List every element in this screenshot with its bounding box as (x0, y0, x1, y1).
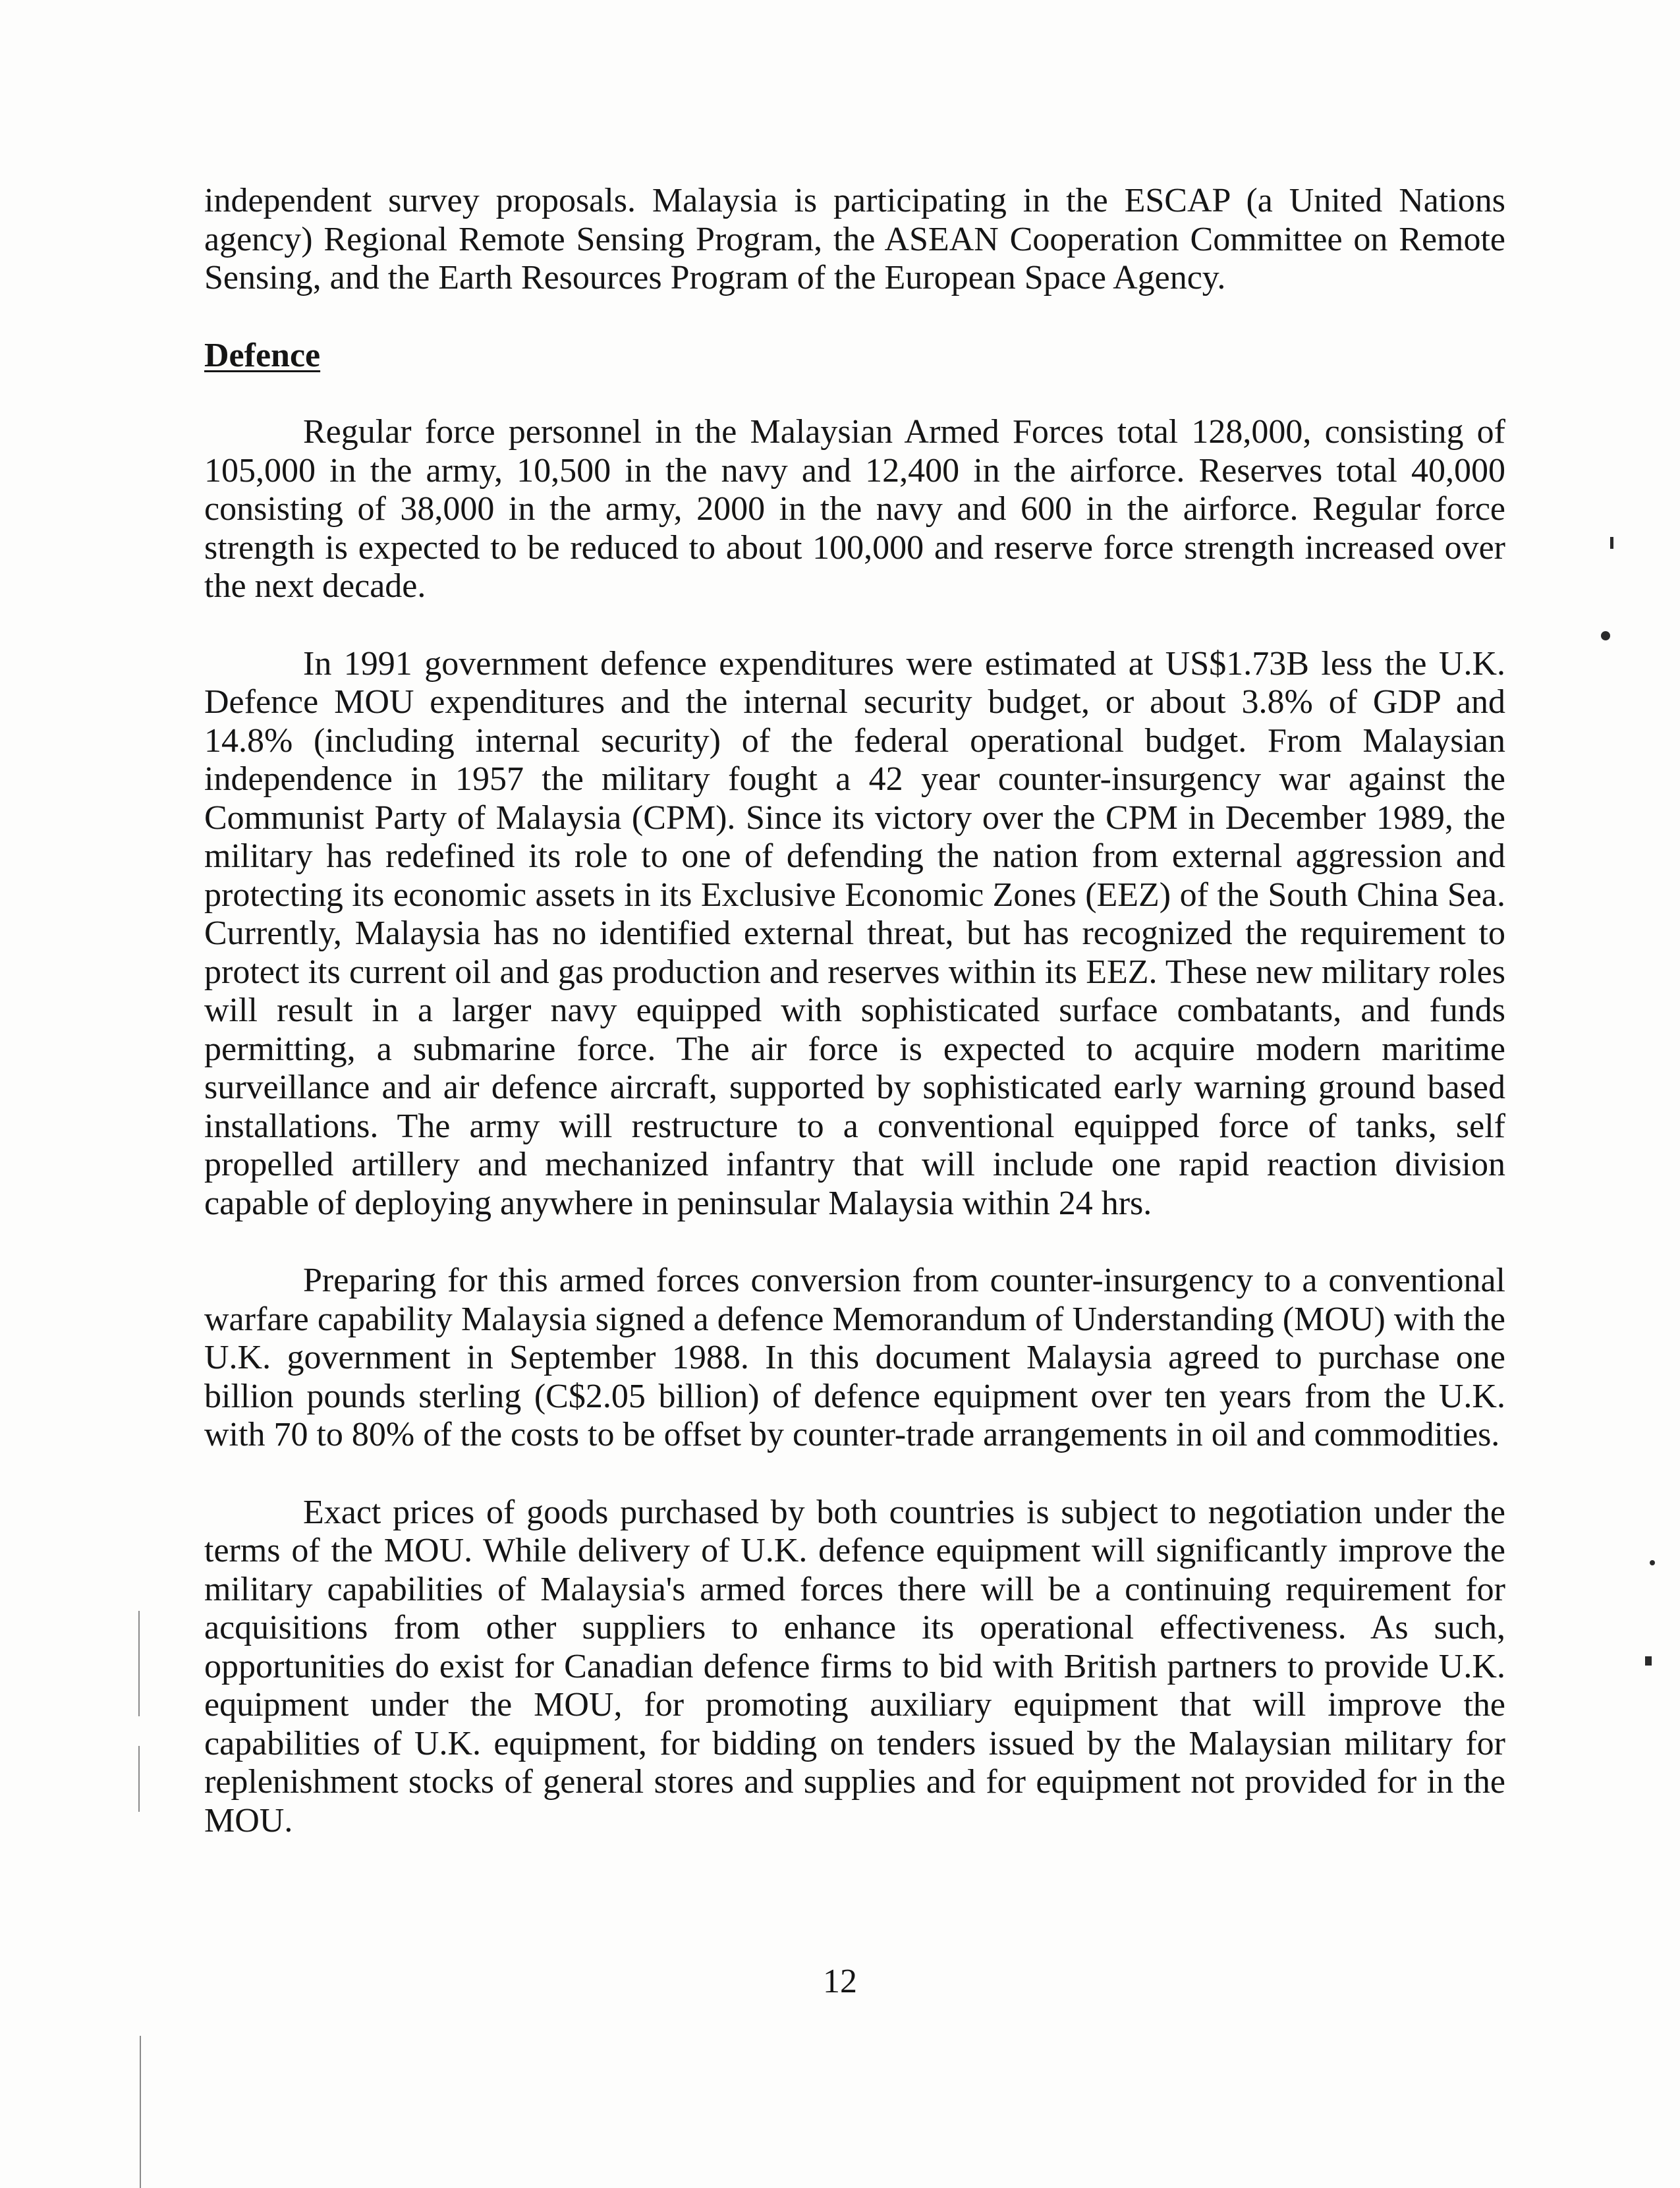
paragraph-defence-expenditures: In 1991 government defence expenditures were estimated at US$1.73B less the U.K. Defence MOU expenditures and the internal security budget, or about 3.8% of GDP and 14.8% (including internal security) of the federal operational budget. From Malaysian independence in 1957 the military fought a 42 year counter-insurgency war against the Communist Party of Malaysia (CPM). Since its victory over the CPM in December 1989, the military has redefined its role to one of defending the nation from external aggression and protecting its economic assets in its Exclusive Economic Zones (EEZ) of the South China Sea. Currently, Malaysia has no identified external threat, but has recognized the requirement to protect its current oil and gas production and reserves within its EEZ. These new military roles will result in a larger navy equipped with sophisticated surface combatants, and funds permitting, a submarine force. The air force is expected to acquire modern maritime surveillance and air defence aircraft, supported by sophisticated early warning ground based installations. The army will restructure to a conventional equipped force of tanks, self propelled artillery and mechanized infantry that will include one rapid reaction division capable of deploying anywhere in peninsular Malaysia within 24 hrs. (204, 644, 1505, 1222)
paragraph-remote-sensing: independent survey proposals. Malaysia is participating in the ESCAP (a United Nations agency) Regional Remote Sensing Program, the ASEAN Cooperation Committee on Remote Sensing, and the Earth Resources Program of the European Space Agency. (204, 182, 1505, 296)
scan-speck (1601, 631, 1610, 640)
section-heading-defence: Defence (204, 336, 321, 374)
paragraph-opportunities: Exact prices of goods purchased by both countries is subject to negotiation under the terms of the MOU. While delivery of U.K. defence equipment will significantly improve the military capabilities of Malaysia's armed forces there will be a continuing requirement for acquisitions from other suppliers to enhance its operational effectiveness. As such, opportunities do exist for Canadian defence firms to bid with British partners to provide U.K. equipment under the MOU, for promoting auxiliary equipment that will improve the capabilities of U.K. equipment, for bidding on tenders issued by the Malaysian military for replenishment stocks of general stores and supplies and for equipment not provided for in the MOU. (204, 1493, 1505, 1839)
scan-edge-line (138, 1611, 140, 1716)
paragraph-force-personnel: Regular force personnel in the Malaysian Armed Forces total 128,000, consisting of 105,000 in the army, 10,500 in the navy and 12,400 in the airforce. Reserves total 40,000 consisting of 38,000 in the army, 2000 in the navy and 600 in the airforce. Regular force strength is expected to be reduced to about 100,000 and reserve force strength increased over the next decade. (204, 413, 1505, 605)
scan-edge-line (140, 2036, 141, 2188)
page-number: 12 (823, 1963, 857, 2000)
document-body (204, 182, 1505, 1840)
scan-edge-line (138, 1746, 140, 1812)
scan-speck (1650, 1560, 1655, 1565)
paragraph-uk-mou: Preparing for this armed forces conversion from counter-insurgency to a conventional warfare capability Malaysia signed a defence Memorandum of Understanding (MOU) with the U.K. government in September 1988. In this document Malaysia agreed to purchase one billion pounds sterling (C$2.05 billion) of defence equipment over ten years from the U.K. with 70 to 80% of the costs to be offset by counter-trade arrangements in oil and commodities. (204, 1262, 1505, 1453)
scan-speck (1645, 1656, 1652, 1666)
scan-speck (1610, 537, 1613, 549)
